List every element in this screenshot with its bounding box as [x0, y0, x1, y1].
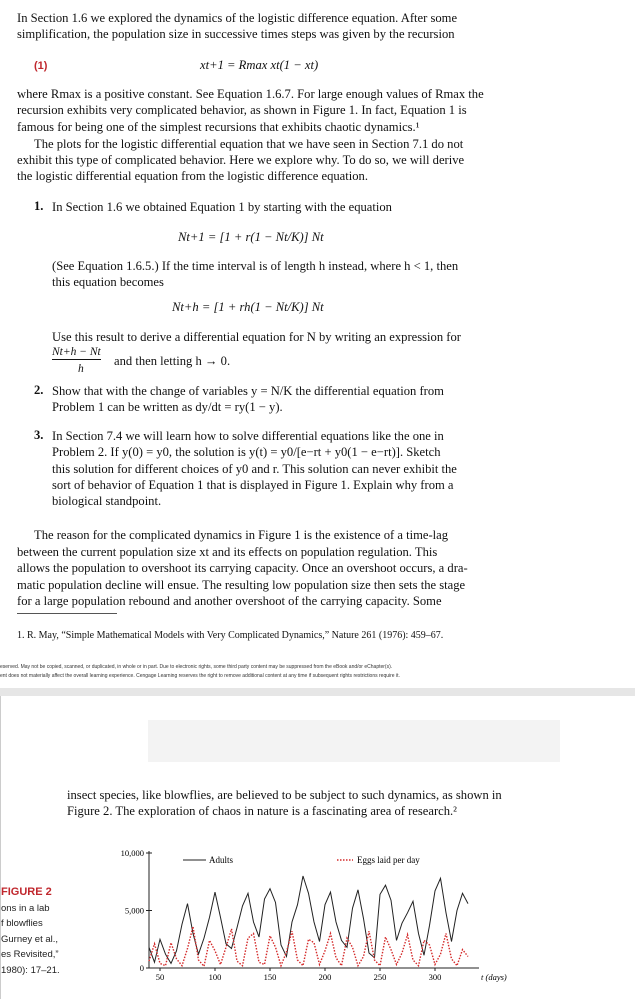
y-tick-label: 5,000: [124, 905, 144, 916]
caption-line-5: 1980): 17–21.: [1, 965, 60, 976]
problem-2-line-2: Problem 1 can be written as dy/dt = ry(1 − y).: [52, 400, 283, 414]
problem-1-number: 1.: [34, 199, 44, 213]
x-tick-label: 300: [428, 972, 442, 982]
problem-3-line-1: In Section 7.4 we will learn how to solve differential equations like the one in: [52, 429, 444, 443]
fraction-denominator: h: [78, 363, 84, 375]
footnote-rule: [17, 613, 117, 614]
para2-line-3: famous for being one of the simplest recursions that exhibits chaotic dynamics.¹: [17, 120, 420, 134]
para4-line-1: The reason for the complicated dynamics in Figure 1 is the existence of a time-lag: [34, 528, 449, 542]
equation-1-label: (1): [34, 60, 48, 72]
intro-line-1: In Section 1.6 we explored the dynamics of the logistic difference equation. After some: [17, 11, 458, 25]
caption-line-4: es Revisited,”: [1, 949, 59, 960]
caption-line-3: Gurney et al.,: [1, 934, 59, 945]
page2-line-1: insect species, like blowflies, are believed to be subject to such dynamics, as shown in: [67, 788, 502, 802]
x-tick-label: 200: [318, 972, 332, 982]
problem-3-line-2: Problem 2. If y(0) = y0, the solution is y(t) = y0/[e−rt + y0(1 − e−rt)]. Sketch: [52, 445, 441, 459]
x-tick-label: 150: [263, 972, 277, 982]
x-tick-label: 50: [155, 972, 165, 982]
para3-line-2: exhibit this type of complicated behavior. Here we explore why. To do so, we will derive: [17, 153, 465, 167]
problem-3-line-5: biological standpoint.: [52, 494, 162, 508]
problem-1-line-2: (See Equation 1.6.5.) If the time interval is of length h instead, where h < 1, then: [52, 259, 459, 273]
page2-line-2: Figure 2. The exploration of chaos in nature is a fascinating area of research.²: [67, 804, 457, 818]
copyright-line-2: ent does not materially affect the overall learning experience. Cengage Learning reserves the right to remove additional content at any time if subsequent rights restrictions require it.: [0, 673, 400, 679]
para4-line-4: matic population decline will ensue. The resulting low population size then sets the stage: [17, 578, 466, 592]
para2-line-1: where Rmax is a positive constant. See Equation 1.6.7. For large enough values of Rmax the: [17, 87, 484, 101]
copyright-line-1: eserved. May not be copied, scanned, or duplicated, in whole or in part. Due to electronic rights, some third party content may be suppressed from the eBook and/or eChapter(s).: [0, 664, 393, 670]
y-tick-label: 10,000: [120, 848, 144, 858]
x-axis-label: t (days): [481, 972, 507, 982]
para3-line-3: the logistic differential equation from the logistic difference equation.: [17, 169, 368, 183]
fraction-numerator: Nt+h − Nt: [52, 346, 101, 358]
x-tick-label: 250: [373, 972, 387, 982]
problem-1-line-4: Use this result to derive a differential equation for N by writing an expression for: [52, 330, 461, 344]
problem-1-equation-a: Nt+1 = [1 + r(1 − Nt/K)] Nt: [178, 230, 324, 244]
para3-line-1: The plots for the logistic differential equation that we have seen in Section 7.1 do not: [34, 137, 464, 151]
footnote-1: 1. R. May, “Simple Mathematical Models with Very Complicated Dynamics,” Nature 261 (1976): 459–67.: [17, 630, 444, 641]
blowfly-chart: [91, 841, 531, 991]
figure-2-label: FIGURE 2: [1, 886, 52, 898]
caption-line-1: ons in a lab: [1, 903, 50, 914]
legend-eggs-label: Eggs laid per day: [357, 855, 420, 865]
para4-line-2: between the current population size xt and its effects on population regulation. This: [17, 545, 438, 559]
problem-1-line-5: and then letting h → 0.: [114, 354, 231, 368]
problem-2-line-1: Show that with the change of variables y = N/K the differential equation from: [52, 384, 444, 398]
equation-1: xt+1 = Rmax xt(1 − xt): [200, 58, 319, 72]
adults-series-line: [149, 876, 468, 963]
page-2: [0, 696, 635, 999]
caption-line-2: f blowflies: [1, 918, 43, 929]
header-placeholder: [148, 720, 560, 762]
problem-1-equation-b: Nt+h = [1 + rh(1 − Nt/K)] Nt: [172, 300, 324, 314]
problem-1-line-1: In Section 1.6 we obtained Equation 1 by starting with the equation: [52, 200, 392, 214]
problem-1-line-3: this equation becomes: [52, 275, 164, 289]
para4-line-3: allows the population to overshoot its carrying capacity. Once an overshoot occurs, a dra-: [17, 561, 468, 575]
x-tick-label: 100: [208, 972, 222, 982]
problem-2-number: 2.: [34, 383, 44, 397]
para2-line-2: recursion exhibits very complicated behavior, as shown in Figure 1. In fact, Equation 1 is: [17, 103, 467, 117]
problem-3-line-4: sort of behavior of Equation 1 that is displayed in Figure 1. Explain why from a: [52, 478, 454, 492]
intro-line-2: simplification, the population size in successive times steps was given by the recursion: [17, 27, 455, 41]
legend-adults-label: Adults: [209, 855, 234, 865]
para4-line-5: for a large population rebound and another overshoot of the carrying capacity. Some: [17, 594, 442, 608]
problem-3-line-3: this solution for different choices of y0 and r. This solution can never exhibit the: [52, 462, 457, 476]
y-tick-label: 0: [139, 963, 144, 973]
problem-3-number: 3.: [34, 428, 44, 442]
